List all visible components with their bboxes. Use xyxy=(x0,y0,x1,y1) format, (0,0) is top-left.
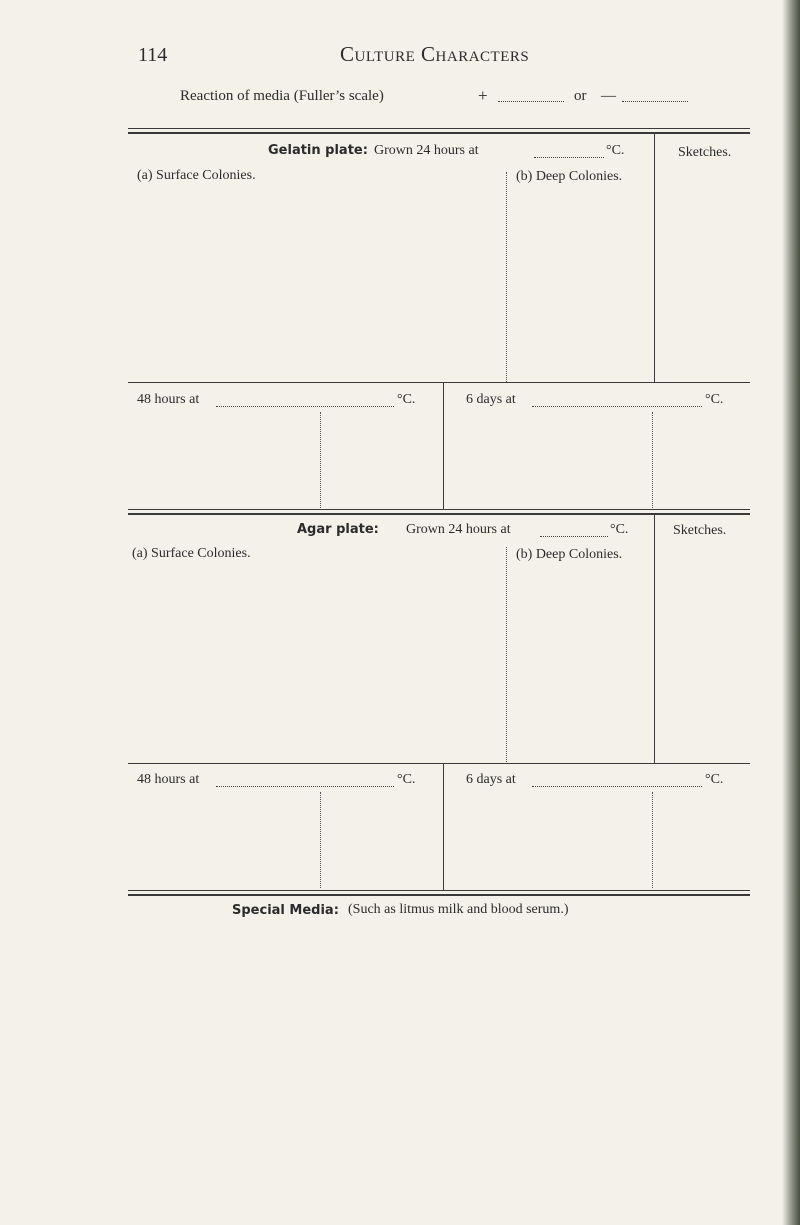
special-media-note: (Such as litmus milk and blood serum.) xyxy=(348,902,569,917)
agar-top-rule-2 xyxy=(128,513,750,515)
reaction-minus-blank[interactable] xyxy=(622,101,688,102)
gelatin-6d-divider xyxy=(652,412,653,508)
gelatin-48h-label: 48 hours at xyxy=(137,392,200,407)
agar-bottom-rule xyxy=(128,890,750,891)
agar-48h-blank[interactable] xyxy=(216,786,394,787)
gelatin-6d-degree: °C. xyxy=(705,392,724,407)
agar-48h-label: 48 hours at xyxy=(137,772,200,787)
reaction-label: Reaction of media (Fuller’s scale) xyxy=(180,88,384,104)
reaction-plus-blank[interactable] xyxy=(498,101,564,102)
gelatin-sketches-label: Sketches. xyxy=(678,145,732,160)
reaction-plus: + xyxy=(478,86,488,105)
gelatin-grown-label: Grown 24 hours at xyxy=(374,143,479,158)
agar-6d-label: 6 days at xyxy=(466,772,516,787)
page-number: 114 xyxy=(138,44,168,66)
page-edge-shadow xyxy=(782,0,800,1225)
gelatin-48h-blank[interactable] xyxy=(216,406,394,407)
gelatin-6d-blank[interactable] xyxy=(532,406,702,407)
gelatin-48h-degree: °C. xyxy=(397,392,416,407)
agar-48h-degree: °C. xyxy=(397,772,416,787)
gelatin-mid-rule xyxy=(128,382,750,383)
agar-6d-degree: °C. xyxy=(705,772,724,787)
agar-surface-label: (a) Surface Colonies. xyxy=(132,546,251,561)
gelatin-6d-label: 6 days at xyxy=(466,392,516,407)
agar-6d-divider xyxy=(652,792,653,888)
gelatin-surface-label: (a) Surface Colonies. xyxy=(137,168,256,183)
special-media-heading: Special Media: xyxy=(232,903,339,918)
agar-grown-label: Grown 24 hours at xyxy=(406,522,511,537)
agar-sketches-label: Sketches. xyxy=(673,523,727,538)
gelatin-top-rule-2 xyxy=(128,132,750,134)
agar-48h-divider xyxy=(320,792,321,888)
gelatin-sketch-divider xyxy=(654,134,655,382)
agar-6d-blank[interactable] xyxy=(532,786,702,787)
gelatin-bottom-center-rule xyxy=(443,383,444,509)
gelatin-deep-label: (b) Deep Colonies. xyxy=(516,169,623,184)
agar-top-rule xyxy=(128,509,750,510)
reaction-minus: — xyxy=(601,88,616,104)
reaction-or: or xyxy=(574,88,587,104)
agar-temp-blank[interactable] xyxy=(540,536,608,537)
agar-col-divider xyxy=(506,547,507,762)
agar-degree: °C. xyxy=(610,522,629,537)
gelatin-top-rule xyxy=(128,128,750,129)
gelatin-heading: Gelatin plate: xyxy=(268,143,368,158)
gelatin-degree: °C. xyxy=(606,143,625,158)
gelatin-48h-divider xyxy=(320,412,321,508)
agar-bottom-rule-2 xyxy=(128,894,750,896)
gelatin-temp-blank[interactable] xyxy=(534,157,604,158)
agar-sketch-divider xyxy=(654,515,655,763)
agar-deep-label: (b) Deep Colonies. xyxy=(516,547,623,562)
agar-bottom-center-rule xyxy=(443,764,444,890)
agar-mid-rule xyxy=(128,763,750,764)
agar-heading: Agar plate: xyxy=(297,522,379,537)
gelatin-col-divider xyxy=(506,172,507,382)
running-title: Culture Characters xyxy=(340,42,530,66)
